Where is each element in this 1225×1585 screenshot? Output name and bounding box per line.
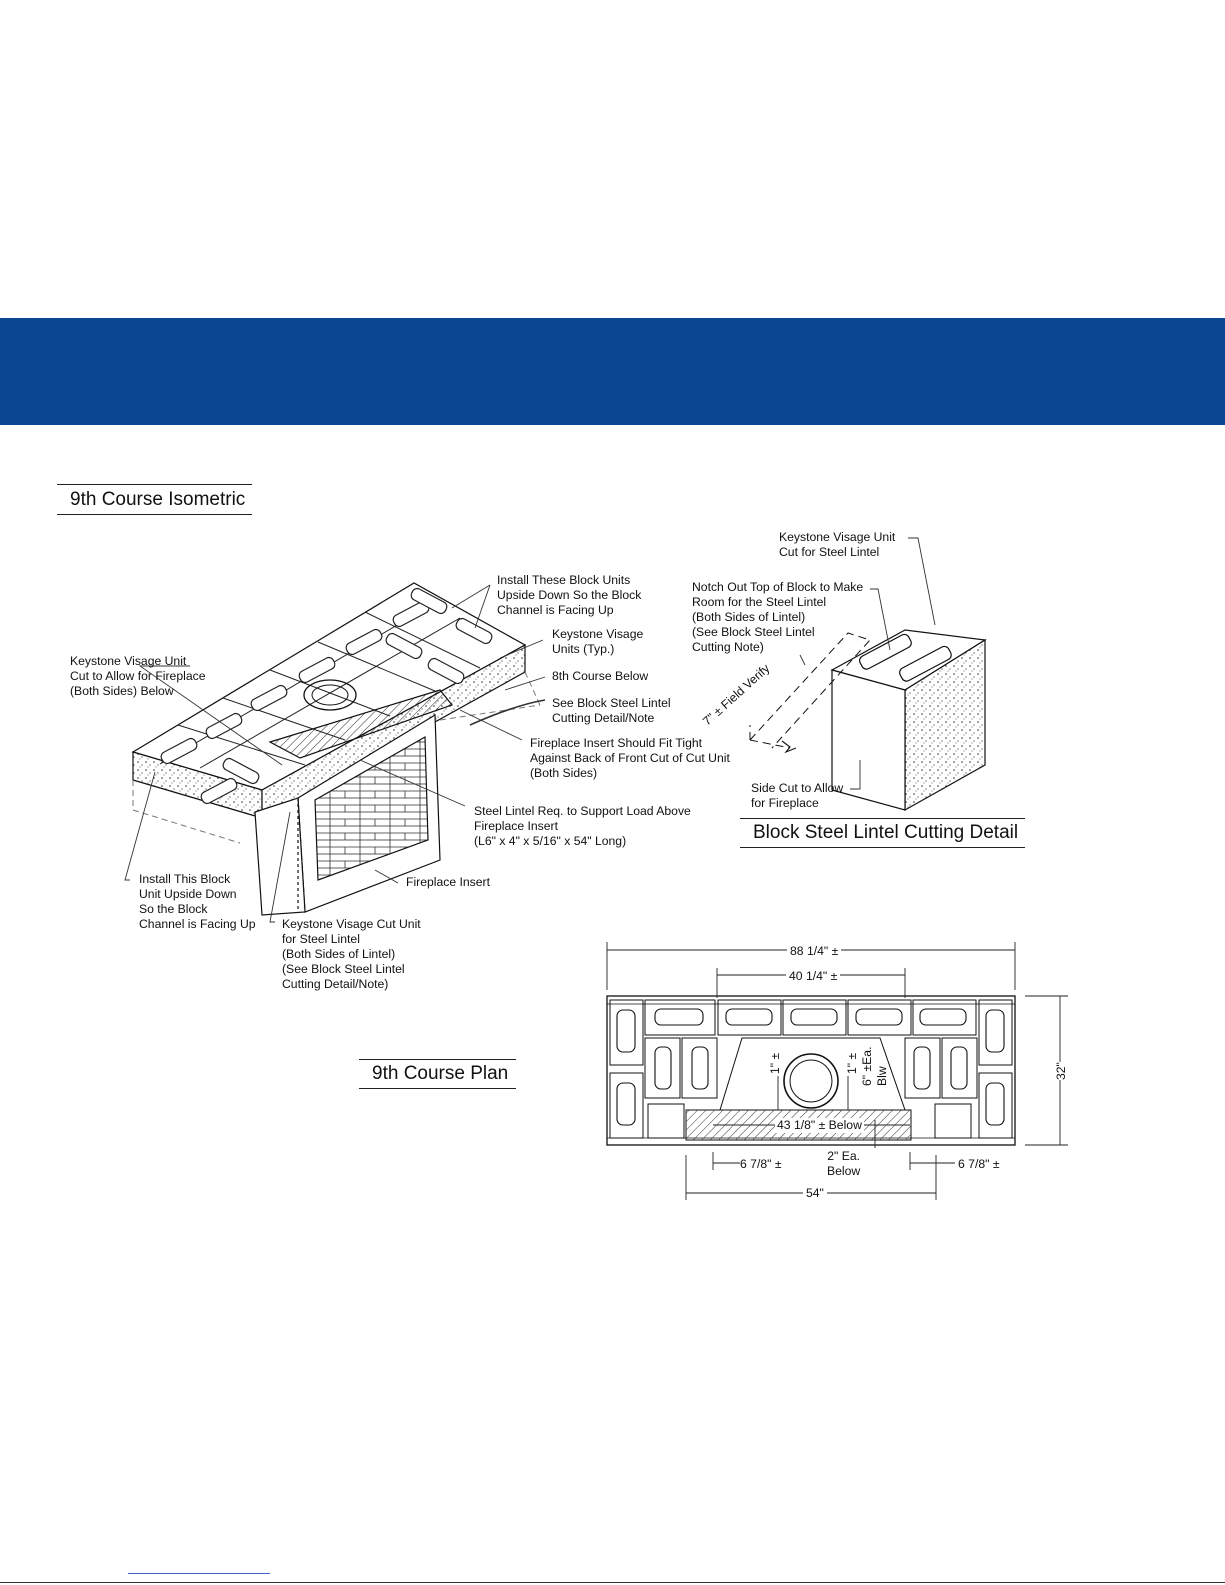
footer-rule <box>0 1582 1225 1583</box>
cutting-detail-drawing <box>750 538 985 810</box>
plan-title-text: 9th Course Plan <box>372 1063 509 1084</box>
callout-install-this-block: Install This Block Unit Upside Down So the Block Channel is Facing Up <box>139 872 256 931</box>
footer-link-underline <box>128 1573 270 1574</box>
iso-fireplace-side <box>255 798 305 915</box>
detail-unit-cut: Keystone Visage Unit Cut for Steel Lintel <box>779 530 896 559</box>
dim-six-each-below: 6" ±Ea. Blw <box>860 1046 889 1086</box>
callout-cut-for-fireplace: Keystone Visage Unit Cut to Allow for Fireplace (Both Sides) Below <box>70 654 206 698</box>
callout-install-upside-down: Install These Block Units Upside Down So the Block Channel is Facing Up <box>497 573 642 617</box>
dim-left-offset: 6 7/8" ± <box>740 1157 782 1171</box>
callout-eighth-course: 8th Course Below <box>552 669 649 683</box>
detail-break-mark <box>782 741 796 752</box>
callout-insert-fit-tight: Fireplace Insert Should Fit Tight Against Back of Front Cut of Cut Unit (Both Sides) <box>530 736 730 780</box>
dim-right-offset: 6 7/8" ± <box>958 1157 1000 1171</box>
detail-notch-out: Notch Out Top of Block to Make Room for the Steel Lintel (Both Sides of Lintel) (See Block Steel Lintel Cutting Note) <box>692 580 864 654</box>
dim-two-each-below: 2" Ea. Below <box>827 1149 861 1178</box>
detail-field-verify: 7" ± Field Verify <box>700 661 773 729</box>
dim-lintel-overall: 54" <box>803 1186 827 1201</box>
dim-lintel-below: 43 1/8" ± Below <box>777 1118 862 1132</box>
callout-see-cutting-detail: See Block Steel Lintel Cutting Detail/Note <box>552 696 671 725</box>
cutting-detail-title-text: Block Steel Lintel Cutting Detail <box>753 822 1019 843</box>
callout-steel-lintel: Steel Lintel Req. to Support Load Above Fireplace Insert (L6" x 4" x 5/16" x 54" Long) <box>474 804 691 848</box>
callout-fireplace-insert: Fireplace Insert <box>406 875 490 889</box>
dim-one-inch-right: 1" ± <box>845 1052 859 1074</box>
dim-overall-width: 88 1/4" ± <box>787 944 841 959</box>
isometric-title-text: 9th Course Isometric <box>70 489 246 510</box>
dim-depth: 32" <box>1054 1062 1068 1080</box>
callout-cut-unit-lintel: Keystone Visage Cut Unit for Steel Lintel (Both Sides of Lintel) (See Block Steel Lintel Cutting Detail/Note) <box>282 917 421 991</box>
dim-inner-width: 40 1/4" ± <box>786 969 840 984</box>
callout-visage-units-typ: Keystone Visage Units (Typ.) <box>552 627 644 656</box>
detail-side-cut: Side Cut to Allow for Fireplace <box>751 781 844 810</box>
dim-one-inch-left: 1" ± <box>768 1052 782 1074</box>
